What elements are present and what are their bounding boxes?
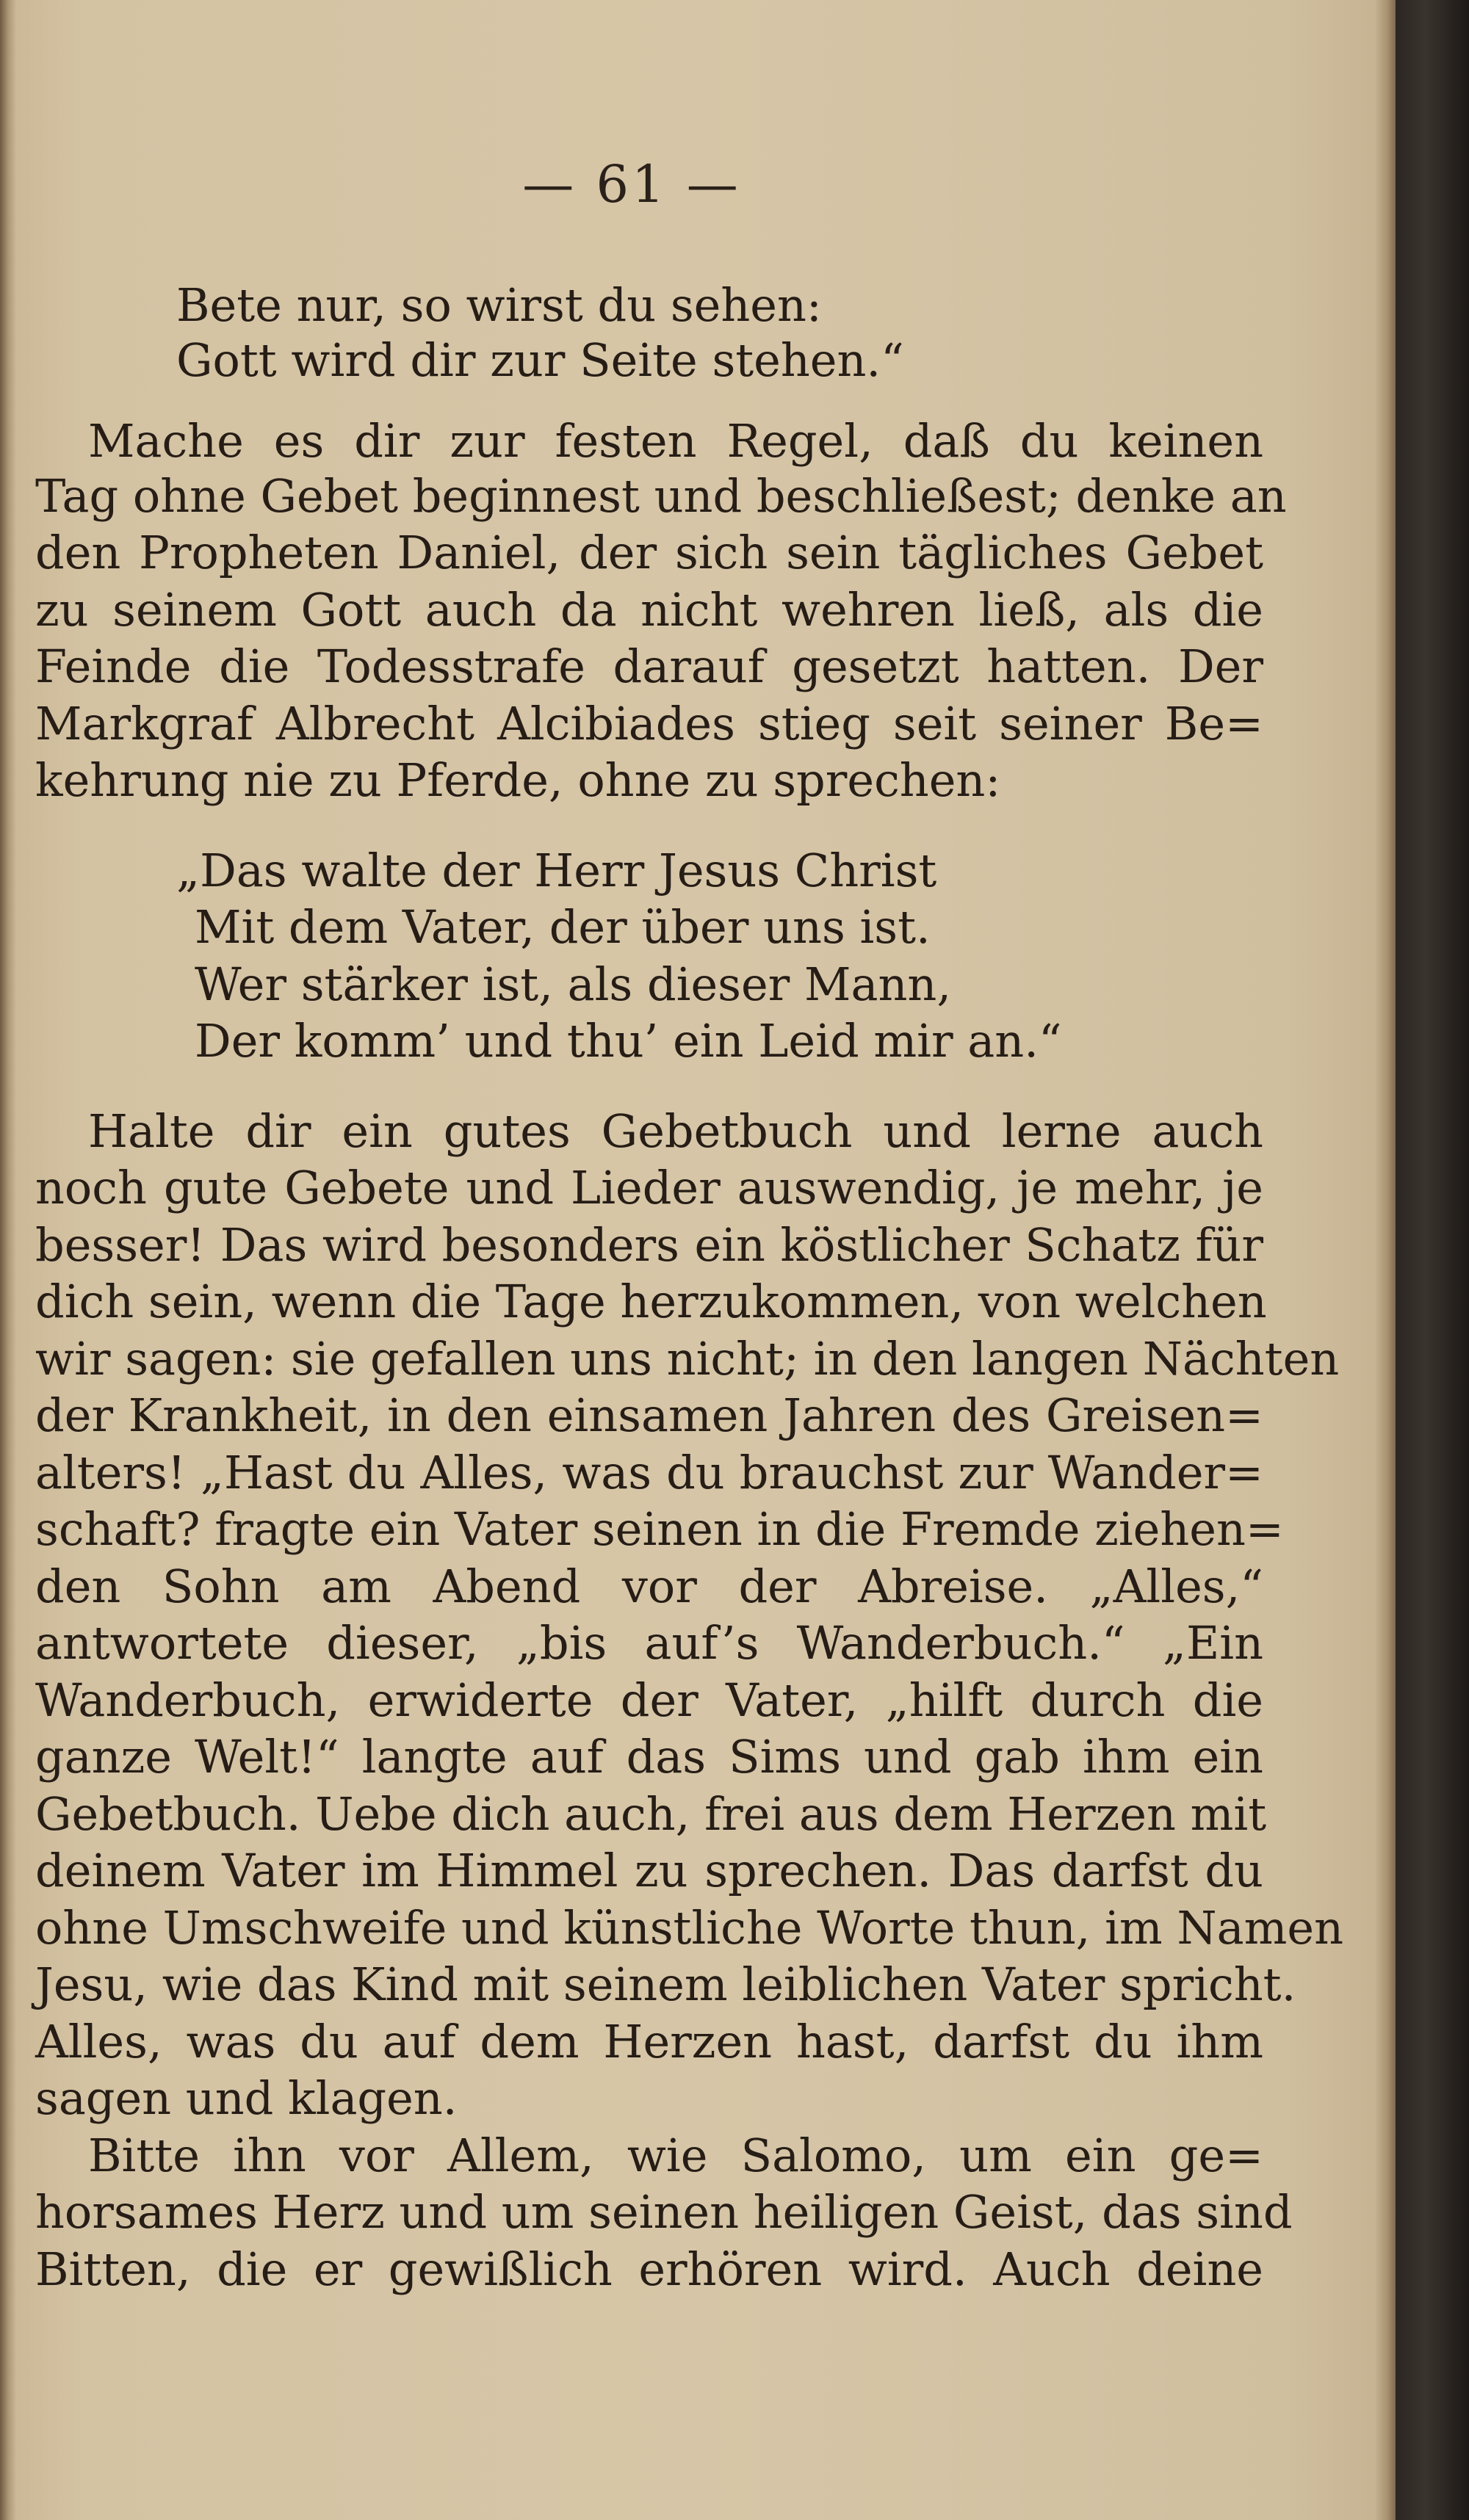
poem-line: Gott wird dir zur Seite stehen.“ <box>176 333 904 387</box>
paragraph-line: der Krankheit, in den einsamen Jahren des Greisen= <box>35 1388 1263 1442</box>
paragraph-line: zu seinem Gott auch da nicht wehren ließ, als die <box>35 583 1263 637</box>
paragraph-line: den Propheten Daniel, der sich sein tägliches Gebet <box>35 526 1263 579</box>
paragraph-line: Bitte ihn vor Allem, wie Salomo, um ein ge= <box>88 2129 1263 2182</box>
paragraph-line: Feinde die Todesstrafe darauf gesetzt hatten. Der <box>35 640 1263 693</box>
paragraph-line: kehrung nie zu Pferde, ohne zu sprechen: <box>35 753 1001 807</box>
poem-line: Mit dem Vater, der über uns ist. <box>195 900 931 954</box>
page-edge <box>1375 0 1396 2520</box>
poem-line: Wer stärker ist, als dieser Mann, <box>195 957 952 1011</box>
paragraph-line: noch gute Gebete und Lieder auswendig, je mehr, je <box>35 1161 1263 1214</box>
page-number: — 61 — <box>522 154 741 214</box>
paragraph-line: antwortete dieser, „bis auf’s Wanderbuch.“ „Ein <box>35 1616 1263 1670</box>
paragraph-line: ganze Welt!“ langte auf das Sims und gab ihm ein <box>35 1730 1263 1784</box>
paragraph-line: Bitten, die er gewißlich erhören wird. Auch deine <box>35 2242 1263 2296</box>
paragraph-line: wir sagen: sie gefallen uns nicht; in den langen Nächten <box>35 1332 1340 1386</box>
paragraph-line: Gebetbuch. Uebe dich auch, frei aus dem Herzen mit <box>35 1787 1267 1841</box>
paragraph-line: dich sein, wenn die Tage herzukommen, von welchen <box>35 1275 1267 1328</box>
page-gutter-shadow <box>0 0 16 2520</box>
paragraph-line: Wanderbuch, erwiderte der Vater, „hilft durch die <box>35 1673 1263 1727</box>
paragraph-line: ohne Umschweife und künstliche Worte thun, im Namen <box>35 1901 1344 1955</box>
book-binding <box>1396 0 1469 2520</box>
paragraph-line: Markgraf Albrecht Alcibiades stieg seit seiner Be= <box>35 697 1263 750</box>
paragraph-line: sagen und klagen. <box>35 2071 458 2125</box>
paragraph-line: den Sohn am Abend vor der Abreise. „Alles,“ <box>35 1560 1263 1613</box>
paragraph-line: horsames Herz und um seinen heiligen Geist, das sind <box>35 2185 1293 2239</box>
paragraph-line: Alles, was du auf dem Herzen hast, darfst du ihm <box>35 2015 1263 2068</box>
paragraph-line: Mache es dir zur festen Regel, daß du keinen <box>88 414 1263 468</box>
paragraph-line: besser! Das wird besonders ein köstlicher Schatz für <box>35 1218 1263 1272</box>
paragraph-line: alters! „Hast du Alles, was du brauchst zur Wander= <box>35 1446 1263 1499</box>
poem-line: Der komm’ und thu’ ein Leid mir an.“ <box>195 1014 1062 1068</box>
poem-line: Bete nur, so wirst du sehen: <box>176 278 822 332</box>
paragraph-line: Tag ohne Gebet beginnest und beschließest; denke an <box>35 469 1287 523</box>
paragraph-line: schaft? fragte ein Vater seinen in die Fremde ziehen= <box>35 1502 1284 1556</box>
paragraph-line: Jesu, wie das Kind mit seinem leiblichen Vater spricht. <box>35 1958 1296 2011</box>
paragraph-line: deinem Vater im Himmel zu sprechen. Das darfst du <box>35 1844 1263 1897</box>
poem-line: „Das walte der Herr Jesus Christ <box>176 844 937 897</box>
paragraph-line: Halte dir ein gutes Gebetbuch und lerne auch <box>88 1104 1263 1158</box>
